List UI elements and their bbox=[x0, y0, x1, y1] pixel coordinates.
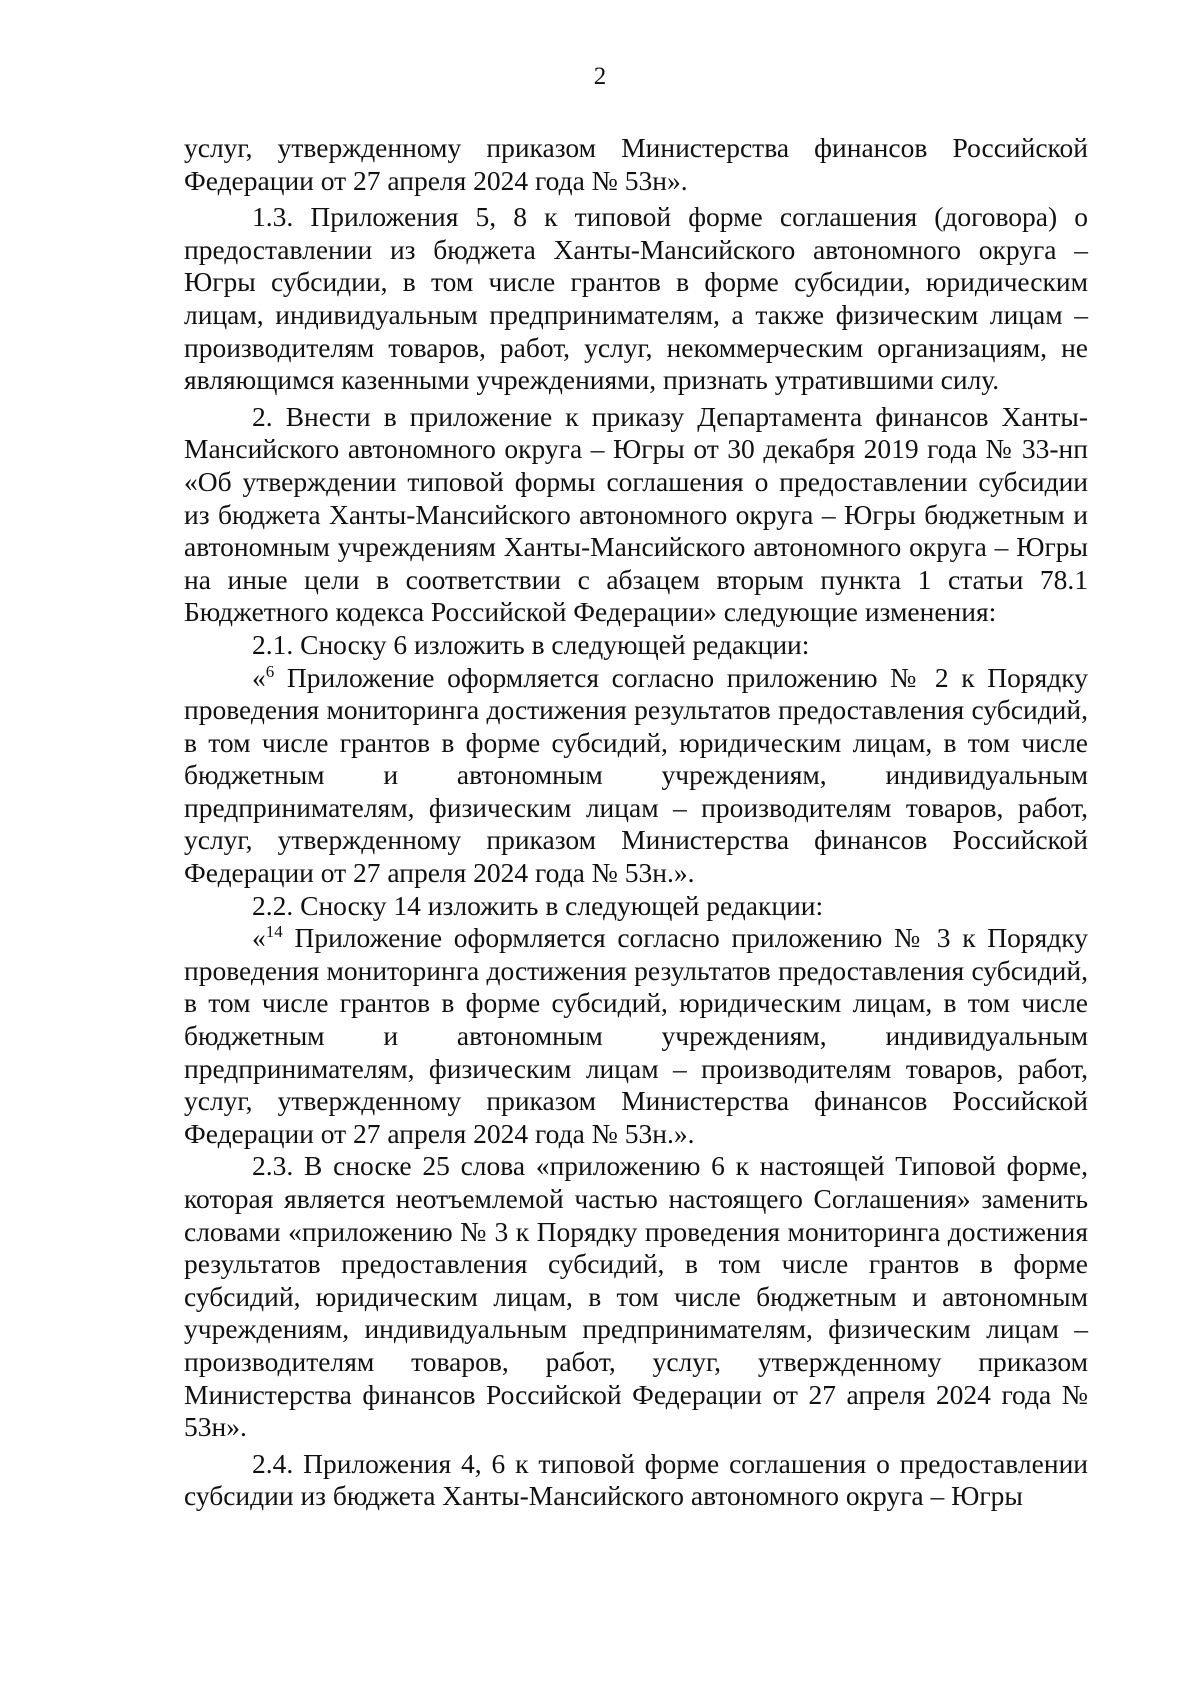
footnote-14-body: Приложение оформляется согласно приложению № 3 к Порядку проведения мониторинга достижения результатов предоставления субсидий, в том числе грантов в форме субсидий, юридическим лицам, в том числе бюджетным и автономным учреждениям, индивидуальным предпринимателям, физическим лицам – производителям товаров, работ, услуг, утвержденному приказом Министерства финансов Российской Федерации от 27 апреля 2024 года № 53н.». bbox=[184, 922, 1088, 1149]
paragraph-2-4: 2.4. Приложения 4, 6 к типовой форме соглашения о предоставлении субсидии из бюджета Ханты-Мансийского автономного округа – Югры bbox=[184, 1447, 1088, 1512]
page-number: 2 bbox=[593, 63, 607, 90]
open-quote: « bbox=[252, 922, 266, 954]
paragraph-continuation: услуг, утвержденному приказом Министерства финансов Российской Федерации от 27 апреля 2024 года № 53н». bbox=[184, 132, 1088, 196]
footnote-6-text bbox=[184, 662, 1088, 890]
paragraph-2-1: 2.1. Сноску 6 изложить в следующей редакции: bbox=[252, 628, 810, 660]
footnote-14-text bbox=[184, 922, 1088, 1150]
footnote-6-body: Приложение оформляется согласно приложению № 2 к Порядку проведения мониторинга достижения результатов предоставления субсидий, в том числе грантов в форме субсидий, юридическим лицам, в том числе бюджетным и автономным учреждениям, индивидуальным предпринимателям, физическим лицам – производителям товаров, работ, услуг, утвержденному приказом Министерства финансов Российской Федерации от 27 апреля 2024 года № 53н.». bbox=[184, 661, 1088, 889]
document-body bbox=[184, 132, 1088, 1513]
paragraph-2: 2. Внести в приложение к приказу Департамента финансов Ханты-Мансийского автономного округа – Югры от 30 декабря 2019 года № 33-нп «Об утверждении типовой формы соглашения о предоставлении субсидии из бюджета Ханты-Мансийского автономного округа – Югры бюджетным и автономным учреждениям Ханты-Мансийского автономного округа – Югры на иные цели в соответствии с абзацем вторым пункта 1 статьи 78.1 Бюджетного кодекса Российской Федерации» следующие изменения: bbox=[184, 400, 1088, 628]
footnote-mark-14: 14 bbox=[265, 922, 283, 942]
paragraph-2-3: 2.3. В сноске 25 слова «приложению 6 к настоящей Типовой форме, которая является неотъемлемой частью настоящего Соглашения» заменить словами «приложению № 3 к Порядку проведения мониторинга достижения результатов предоставления субсидий, в том числе грантов в форме субсидий, юридическим лицам, в том числе бюджетным и автономным учреждениям, индивидуальным предпринимателям, физическим лицам – производителям товаров, работ, услуг, утвержденному приказом Министерства финансов Российской Федерации от 27 апреля 2024 года № 53н». bbox=[184, 1150, 1088, 1443]
paragraph-2-2: 2.2. Сноску 14 изложить в следующей редакции: bbox=[252, 889, 824, 921]
footnote-mark-6: 6 bbox=[265, 661, 275, 681]
open-quote: « bbox=[252, 661, 266, 693]
paragraph-1-3: 1.3. Приложения 5, 8 к типовой форме соглашения (договора) о предоставлении из бюджета Ханты-Мансийского автономного округа – Югры субсидии, в том числе грантов в форме субсидии, юридическим лицам, индивидуальным предпринимателям, а также физическим лицам – производителям товаров, работ, услуг, некоммерческим организациям, не являющимся казенными учреждениями, признать утратившими силу. bbox=[184, 201, 1088, 396]
